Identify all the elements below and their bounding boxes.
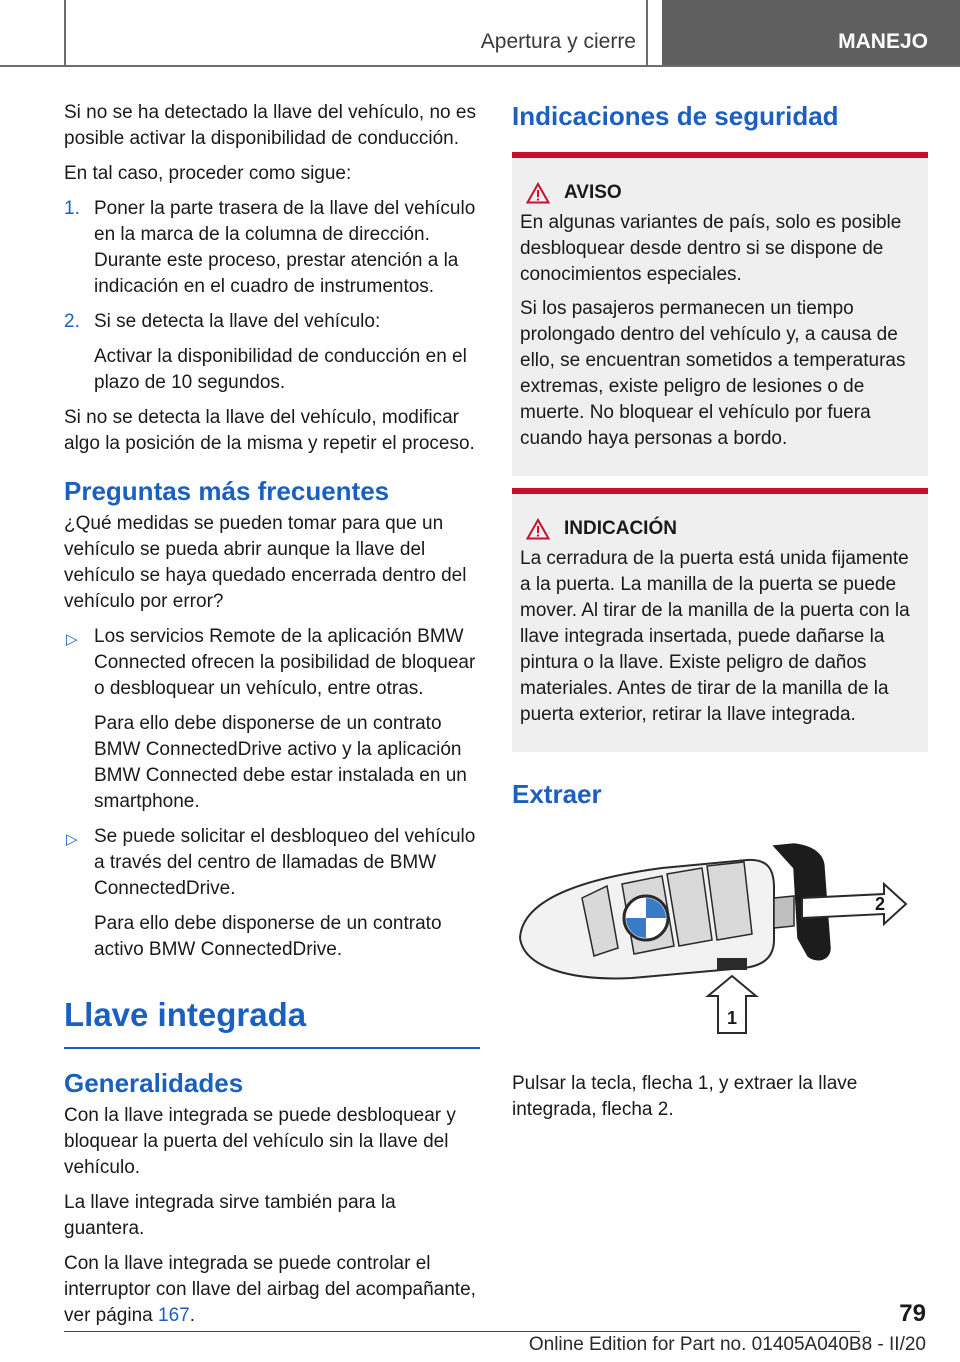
header-divider [0,65,960,67]
paragraph: Pulsar la tecla, flecha 1, y extraer la llave integrada, flecha 2. [512,1073,858,1120]
list-item: ▷ Se puede solicitar el desbloqueo del vehículo a través del centro de llamadas de BMW ConnectedDrive. [66,826,476,899]
paragraph: En algunas variantes de país, solo es posible desbloquear desde dentro si se dispone de conocimientos especiales. [520,212,902,285]
list-subparagraph: Activar la disponibilidad de conducción en el plazo de 10 segundos. [94,346,467,393]
left-column [64,100,480,1338]
warning-box [512,152,928,476]
chapter-label: MANEJO [838,30,928,53]
header-chapter-tab [662,0,960,65]
list-item: ▷ Los servicios Remote de la aplicación BMW Connected ofrecen la posibilidad de bloquear o desbloquear un vehículo, entre otras. [66,626,476,699]
warning-triangle-icon [526,182,550,204]
list-item: 1. Poner la parte trasera de la llave del vehículo en la marca de la columna de dirección. Durante este proceso, prestar atención a la indicación en el cuadro de instrumentos. [64,198,476,297]
paragraph: Si no se ha detectado la llave del vehículo, no es posible activar la disponibilidad de conducción. [64,102,476,149]
faq-heading: Preguntas más frecuentes [64,476,390,506]
extract-heading: Extraer [512,779,602,809]
paragraph: Si no se detecta la llave del vehículo, modificar algo la posición de la misma y repetir el proceso. [64,407,475,454]
main-heading: Llave integrada [64,993,480,1049]
safety-heading: Indicaciones de seguridad [512,101,839,131]
list-subparagraph: Para ello debe disponerse de un contrato activo BMW ConnectedDrive. [94,913,442,960]
list-subparagraph: Para ello debe disponerse de un contrato BMW ConnectedDrive activo y la aplicación BMW Connected debe estar instalada en un smartphone. [94,713,467,812]
integrated-key-blade [774,896,794,928]
warning-title: AVISO [564,182,622,203]
list-item: 2. Si se detecta la llave del vehículo: [64,311,381,332]
footer-edition: Online Edition for Part no. 01405A040B8 - II/20 [528,1334,926,1355]
page-number: 79 [899,1300,926,1327]
warning-triangle-icon [526,518,550,540]
faq-question: ¿Qué medidas se pueden tomar para que un vehículo se pueda abrir aunque la llave del vehículo se haya quedado encerrada dentro del vehículo por error? [64,513,467,612]
footer-divider [64,1331,860,1332]
triangle-bullet-icon: ▷ [66,831,78,848]
key-extraction-figure [512,828,928,1048]
notice-title: INDICACIÓN [564,518,677,539]
triangle-bullet-icon: ▷ [66,631,78,648]
paragraph: Con la llave integrada se puede desbloquear y bloquear la puerta del vehículo sin la llave del vehículo. [64,1105,456,1178]
arrow-1-label: 1 [726,1008,738,1028]
arrow-2-label: 2 [874,894,886,914]
paragraph: Con la llave integrada se puede controlar el interruptor con llave del airbag del acompañante, ver página 167. [64,1253,476,1326]
right-column [512,100,928,1132]
subheading-general: Generalidades [64,1068,244,1098]
paragraph: En tal caso, proceder como sigue: [64,163,352,184]
paragraph: Si los pasajeros permanecen un tiempo prolongado dentro del vehículo y, a causa de ello, se encuentran sometidos a temperaturas extremas, existe peligro de lesiones o de muerte. No bloquear el vehículo por fuera cuando haya personas a bordo. [520,298,906,449]
paragraph: La cerradura de la puerta está unida fijamente a la puerta. La manilla de la puerta se puede mover. Al tirar de la manilla de la puerta con la llave integrada insertada, puede dañarse la pintura o la llave. Existe peligro de daños materiales. Antes de tirar de la manilla de la puerta exterior, retirar la llave integrada. [520,548,910,725]
header-section-title: Apertura y cierre [480,30,636,53]
paragraph: La llave integrada sirve también para la guantera. [64,1192,396,1239]
notice-box [512,488,928,752]
release-button-shape [717,958,747,970]
page-link[interactable]: 167 [158,1305,190,1326]
